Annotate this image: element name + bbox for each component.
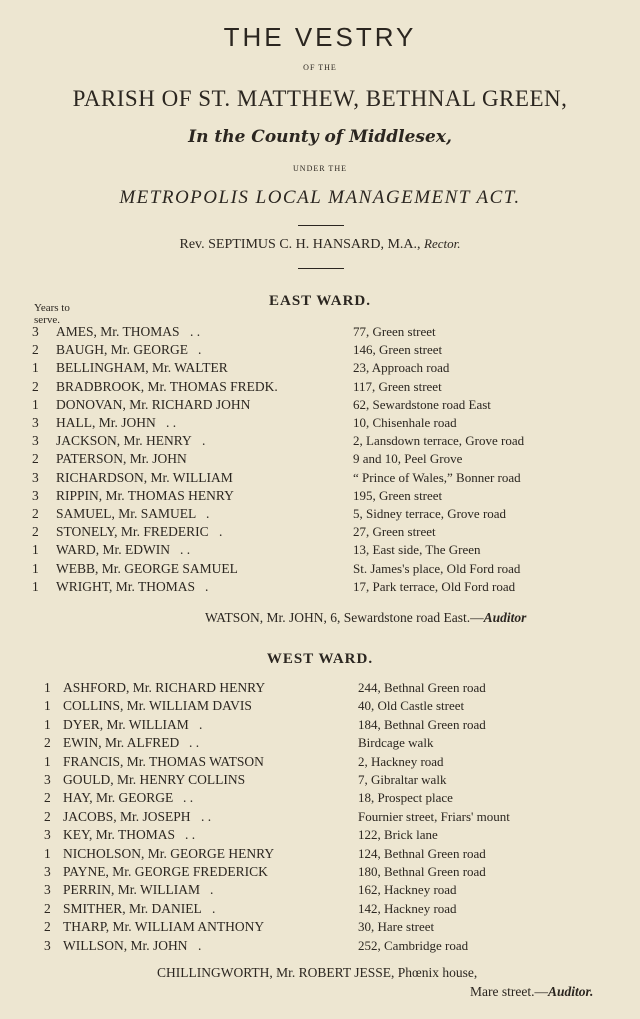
list-item: [0, 415, 640, 433]
years-to-serve: 2: [44, 735, 51, 751]
member-name: RIPPIN, Mr. THOMAS HENRY: [56, 487, 234, 503]
leader-dots: . .: [183, 790, 194, 806]
member-name: PATERSON, Mr. JOHN: [56, 451, 187, 467]
county-line: In the County of Middlesex,: [188, 127, 452, 147]
years-to-serve: 2: [32, 378, 39, 394]
list-item: [0, 561, 640, 579]
years-to-serve: 1: [44, 753, 51, 769]
member-name: WILLSON, Mr. JOHN: [63, 937, 188, 953]
member-name: SMITHER, Mr. DANIEL: [63, 900, 202, 916]
leader-dots: . .: [185, 827, 196, 843]
member-address: 252, Cambridge road: [358, 937, 469, 953]
years-to-serve: 3: [44, 882, 51, 898]
east-auditor-line: [205, 610, 526, 626]
list-item: [0, 506, 640, 524]
member-address: 13, East side, The Green: [353, 542, 481, 558]
east-auditor-text: WATSON, Mr. JOHN, 6, Sewardstone road East.—: [205, 610, 484, 625]
list-item: [0, 451, 640, 469]
leader-dots: . .: [180, 542, 191, 558]
years-to-serve: 1: [32, 542, 39, 558]
member-name: SAMUEL, Mr. SAMUEL: [56, 506, 197, 521]
member-name: NICHOLSON, Mr. GEORGE HENRY: [63, 845, 275, 861]
member-address: St. James's place, Old Ford road: [353, 560, 521, 576]
member-address: 184, Bethnal Green road: [358, 716, 486, 732]
rector-line: [0, 236, 640, 253]
list-item: [0, 524, 640, 542]
years-to-serve-label: Years to serve.: [34, 302, 70, 326]
member-name: GOULD, Mr. HENRY COLLINS: [63, 772, 246, 787]
west-auditor-label: Auditor.: [547, 984, 594, 999]
list-item: [0, 864, 640, 882]
under-the-line: UNDER THE: [293, 164, 347, 173]
years-to-serve: 3: [44, 864, 51, 879]
member-name: HALL, Mr. JOHN: [56, 415, 156, 430]
member-address: 9 and 10, Peel Grove: [353, 451, 463, 467]
member-name: WEBB, Mr. GEORGE SAMUEL: [56, 560, 238, 576]
list-item: [0, 735, 640, 753]
divider: [298, 268, 344, 269]
list-item: [0, 542, 640, 560]
years-to-serve: 2: [44, 790, 51, 806]
member-name: ASHFORD, Mr. RICHARD HENRY: [63, 680, 266, 695]
west-auditor-text: Mare street.—: [470, 984, 548, 999]
member-name: DONOVAN, Mr. RICHARD JOHN: [56, 396, 251, 412]
list-item: [0, 846, 640, 864]
leader-dots: . .: [201, 808, 212, 824]
member-name: BELLINGHAM, Mr. WALTER: [56, 360, 228, 376]
years-to-serve: 2: [32, 524, 39, 540]
member-name: AMES, Mr. THOMAS: [56, 324, 180, 339]
years-to-serve: 3: [44, 937, 51, 953]
member-name: THARP, Mr. WILLIAM ANTHONY: [63, 919, 265, 935]
leader-dots: .: [205, 578, 209, 594]
list-item: [0, 882, 640, 900]
years-to-serve: 1: [32, 578, 39, 594]
member-address: 2, Lansdown terrace, Grove road: [353, 433, 525, 449]
leader-dots: .: [219, 524, 223, 540]
east-ward-heading: EAST WARD.: [269, 293, 371, 309]
of-the-line: OF THE: [303, 63, 337, 72]
list-item: [0, 579, 640, 597]
member-address: 146, Green street: [353, 342, 443, 358]
list-item: [0, 717, 640, 735]
member-address: 162, Hackney road: [358, 882, 457, 898]
member-address: 40, Old Castle street: [358, 698, 465, 714]
list-item: [0, 397, 640, 415]
member-name: JACKSON, Mr. HENRY: [56, 433, 192, 449]
list-item: [0, 433, 640, 451]
years-to-serve: 3: [32, 469, 39, 485]
member-address: “ Prince of Wales,” Bonner road: [353, 469, 521, 485]
member-name: PAYNE, Mr. GEORGE FREDERICK: [63, 864, 268, 879]
list-item: [0, 324, 640, 342]
member-address: 18, Prospect place: [358, 790, 453, 806]
member-address: 2, Hackney road: [358, 753, 444, 769]
member-address: 17, Park terrace, Old Ford road: [353, 578, 516, 594]
page-title: THE VESTRY: [223, 22, 417, 52]
list-item: [0, 938, 640, 956]
member-address: 195, Green street: [353, 487, 443, 503]
years-to-serve: 2: [32, 506, 39, 521]
member-name: JACOBS, Mr. JOSEPH: [63, 808, 191, 824]
list-item: [0, 827, 640, 845]
member-address: 62, Sewardstone road East: [353, 396, 491, 412]
years-to-serve: 2: [44, 808, 51, 824]
member-address: Birdcage walk: [358, 735, 434, 751]
member-address: 117, Green street: [353, 378, 442, 394]
list-item: [0, 342, 640, 360]
years-to-serve: 2: [32, 342, 39, 358]
member-name: HAY, Mr. GEORGE: [63, 790, 174, 806]
leader-dots: .: [212, 900, 216, 916]
member-name: RICHARDSON, Mr. WILLIAM: [56, 469, 233, 485]
act-title: METROPOLIS LOCAL MANAGEMENT ACT.: [119, 187, 521, 208]
list-item: [0, 754, 640, 772]
member-name: COLLINS, Mr. WILLIAM DAVIS: [63, 698, 252, 714]
east-auditor-label: Auditor: [483, 610, 527, 625]
member-address: 142, Hackney road: [358, 900, 457, 916]
leader-dots: . .: [189, 735, 200, 751]
list-item: [0, 809, 640, 827]
member-name: STONELY, Mr. FREDERIC: [56, 524, 209, 540]
member-address: 5, Sidney terrace, Grove road: [353, 506, 507, 521]
member-address: 27, Green street: [353, 524, 436, 540]
list-item: [0, 470, 640, 488]
leader-dots: .: [198, 342, 202, 358]
years-to-serve: 3: [44, 772, 51, 787]
west-auditor-line-1: CHILLINGWORTH, Mr. ROBERT JESSE, Phœnix house,: [157, 965, 478, 980]
member-address: 124, Bethnal Green road: [358, 845, 486, 861]
member-name: BRADBROOK, Mr. THOMAS FREDK.: [56, 378, 278, 394]
west-ward-heading: WEST WARD.: [266, 651, 374, 667]
list-item: [0, 379, 640, 397]
years-to-serve: 1: [44, 680, 51, 695]
years-to-serve: 3: [32, 324, 39, 339]
list-item: [0, 488, 640, 506]
years-to-serve: 2: [32, 451, 39, 467]
years-to-serve: 3: [32, 415, 39, 430]
parish-title: PARISH OF ST. MATTHEW, BETHNAL GREEN,: [72, 86, 568, 111]
member-name: BAUGH, Mr. GEORGE: [56, 342, 189, 358]
member-address: 7, Gibraltar walk: [358, 772, 447, 787]
leader-dots: . .: [190, 324, 201, 339]
years-to-serve: 2: [44, 900, 51, 916]
list-item: [0, 919, 640, 937]
years-to-serve: 2: [44, 919, 51, 935]
years-to-serve: 1: [44, 716, 51, 732]
years-to-serve: 3: [44, 827, 51, 843]
member-name: WRIGHT, Mr. THOMAS: [56, 578, 196, 594]
leader-dots: .: [198, 937, 202, 953]
west-auditor-line-2: [470, 984, 593, 1000]
member-address: 244, Bethnal Green road: [358, 680, 486, 695]
member-address: 77, Green street: [353, 324, 436, 339]
member-name: PERRIN, Mr. WILLIAM: [63, 882, 200, 898]
list-item: [0, 698, 640, 716]
divider: [298, 225, 344, 226]
list-item: [0, 901, 640, 919]
years-to-serve: 1: [44, 698, 51, 714]
leader-dots: .: [210, 882, 214, 898]
member-address: 122, Brick lane: [358, 827, 438, 843]
rector-name: Rev. SEPTIMUS C. H. HANSARD, M.A.,: [179, 237, 421, 252]
member-address: Fournier street, Friars' mount: [358, 808, 510, 824]
member-name: FRANCIS, Mr. THOMAS WATSON: [63, 753, 264, 769]
years-to-serve: 3: [32, 487, 39, 503]
list-item: [0, 790, 640, 808]
member-address: 30, Hare street: [358, 919, 435, 935]
leader-dots: .: [202, 433, 206, 449]
member-name: WARD, Mr. EDWIN: [56, 542, 170, 558]
member-name: EWIN, Mr. ALFRED: [63, 735, 180, 751]
member-address: 23, Approach road: [353, 360, 450, 376]
years-to-serve: 1: [32, 396, 39, 412]
years-to-serve: 3: [32, 433, 39, 449]
leader-dots: . .: [166, 415, 177, 430]
years-to-serve: 1: [32, 560, 39, 576]
leader-dots: .: [199, 716, 203, 732]
member-name: DYER, Mr. WILLIAM: [63, 716, 189, 732]
years-to-serve: 1: [44, 845, 51, 861]
member-address: 180, Bethnal Green road: [358, 864, 486, 879]
rector-title: Rector.: [424, 236, 461, 251]
list-item: [0, 360, 640, 378]
years-to-serve: 1: [32, 360, 39, 376]
list-item: [0, 772, 640, 790]
member-address: 10, Chisenhale road: [353, 415, 457, 430]
list-item: [0, 680, 640, 698]
member-name: KEY, Mr. THOMAS: [63, 827, 176, 843]
leader-dots: .: [206, 506, 210, 521]
